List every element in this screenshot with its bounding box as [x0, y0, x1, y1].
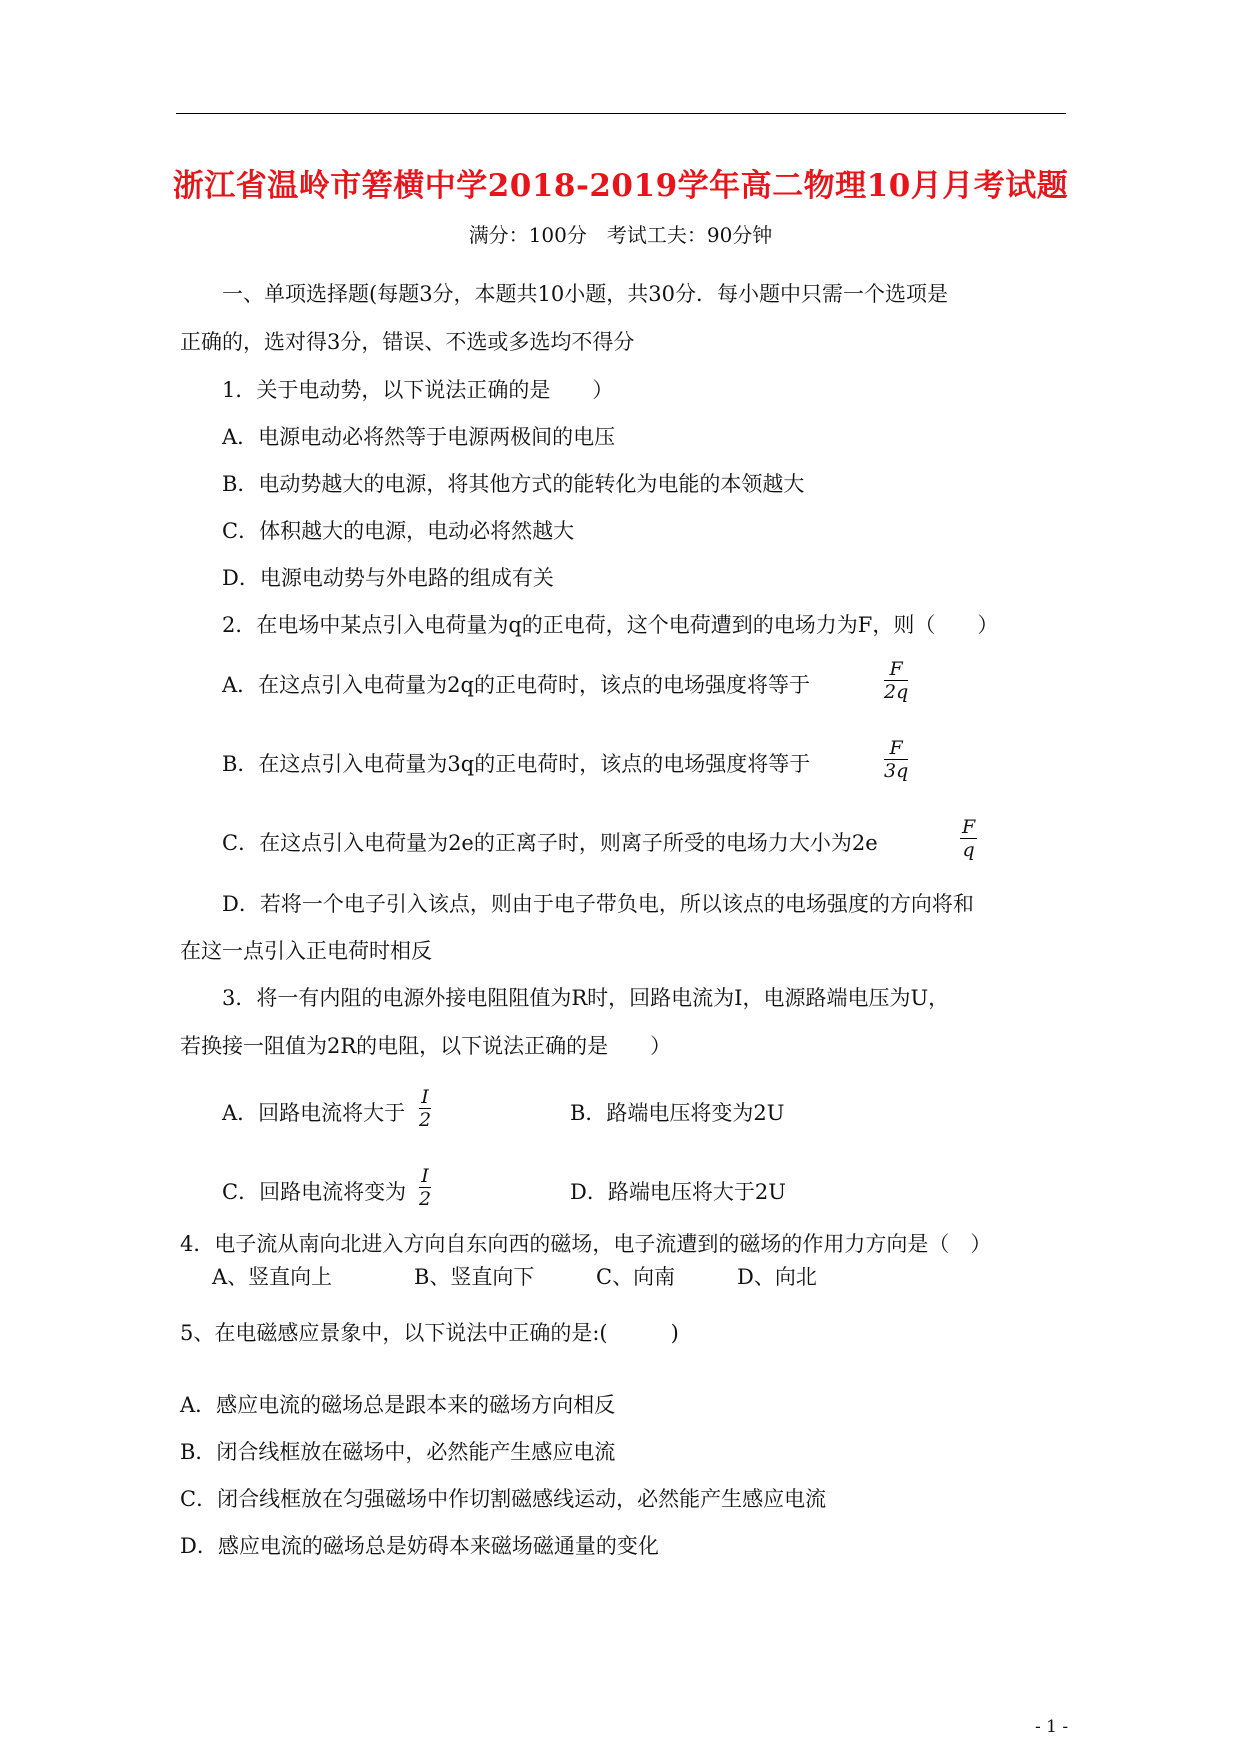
q2-option-c: C．在这点引入电荷量为2e的正离子时，则离子所受的电场力大小为2e: [222, 831, 878, 855]
q5-option-c: C．闭合线框放在匀强磁场中作切割磁感线运动，必然能产生感应电流: [180, 1487, 827, 1511]
q2-c-numerator: F: [962, 816, 976, 838]
q4-option-a: A、竖直向上: [212, 1265, 333, 1289]
q2-b-numerator: F: [884, 737, 908, 760]
header-rule: [176, 113, 1066, 114]
q2-a-fraction: [884, 658, 908, 703]
q2-b-denominator: 3q: [884, 760, 909, 782]
q3-stem-line1: 3．将一有内阻的电源外接电阻阻值为R时，回路电流为I，电源路端电压为U，: [222, 986, 950, 1010]
q4-stem: 4．电子流从南向北进入方向自东向西的磁场，电子流遭到的磁场的作用力方向是（ ）: [180, 1232, 992, 1256]
q3-stem-line2: 若换接一阻值为2R的电阻，以下说法正确的是 ）: [180, 1034, 672, 1058]
q2-option-d-line1: D．若将一个电子引入该点，则由于电子带负电，所以该点的电场强度的方向将和: [222, 892, 974, 916]
section-heading-line1: 一、单项选择题(每题3分，本题共10小题，共30分．每小题中只需一个选项是: [222, 282, 948, 306]
q2-stem: 2．在电场中某点引入电荷量为q的正电荷，这个电荷遭到的电场力为F，则（ ）: [222, 613, 999, 637]
q3-c-fraction: [419, 1165, 431, 1210]
q1-option-a: A．电源电动必将然等于电源两极间的电压: [222, 425, 616, 449]
page-number: - 1 -: [1035, 1717, 1069, 1737]
q3-c-denominator: 2: [419, 1188, 432, 1210]
section-heading-line2: 正确的，选对得3分，错误、不选或多选均不得分: [180, 330, 635, 354]
q2-a-denominator: 2q: [884, 681, 909, 703]
q3-option-d: D．路端电压将大于2U: [570, 1180, 786, 1204]
q3-a-numerator: I: [419, 1086, 431, 1109]
q3-option-a: A．回路电流将大于: [222, 1101, 406, 1125]
q4-option-d: D、向北: [737, 1265, 817, 1289]
q4-option-b: B、竖直向下: [414, 1265, 535, 1289]
q2-c-fraction: [960, 816, 977, 861]
q1-option-d: D．电源电动势与外电路的组成有关: [222, 566, 554, 590]
q3-a-denominator: 2: [419, 1109, 432, 1131]
q3-option-c: C．回路电流将变为: [222, 1180, 407, 1204]
q2-a-numerator: F: [884, 658, 908, 681]
page-subtitle: 满分：100分 考试工夫：90分钟: [468, 223, 773, 247]
q1-stem: 1．关于电动势，以下说法正确的是 ）: [222, 378, 614, 402]
q5-option-b: B．闭合线框放在磁场中，必然能产生感应电流: [180, 1440, 616, 1464]
q1-option-b: B．电动势越大的电源，将其他方式的能转化为电能的本领越大: [222, 472, 805, 496]
q4-option-c: C、向南: [596, 1265, 676, 1289]
q2-option-a: A．在这点引入电荷量为2q的正电荷时，该点的电场强度将等于: [222, 673, 810, 697]
q2-option-b: B．在这点引入电荷量为3q的正电荷时，该点的电场强度将等于: [222, 752, 811, 776]
q2-b-fraction: [884, 737, 908, 782]
q5-option-d: D．感应电流的磁场总是妨碍本来磁场磁通量的变化: [180, 1534, 659, 1558]
q3-a-fraction: [419, 1086, 431, 1131]
q5-option-a: A．感应电流的磁场总是跟本来的磁场方向相反: [180, 1393, 616, 1417]
page-title: 浙江省温岭市箬横中学2018-2019学年高二物理10月月考试题: [172, 168, 1069, 204]
q3-option-b: B．路端电压将变为2U: [570, 1101, 785, 1125]
q2-c-denominator: q: [962, 839, 975, 861]
q3-c-numerator: I: [419, 1165, 431, 1188]
q1-option-c: C．体积越大的电源，电动必将然越大: [222, 519, 575, 543]
q5-stem: 5、在电磁感应景象中，以下说法中正确的是:( ): [180, 1321, 679, 1345]
q2-option-d-line2: 在这一点引入正电荷时相反: [180, 939, 432, 963]
